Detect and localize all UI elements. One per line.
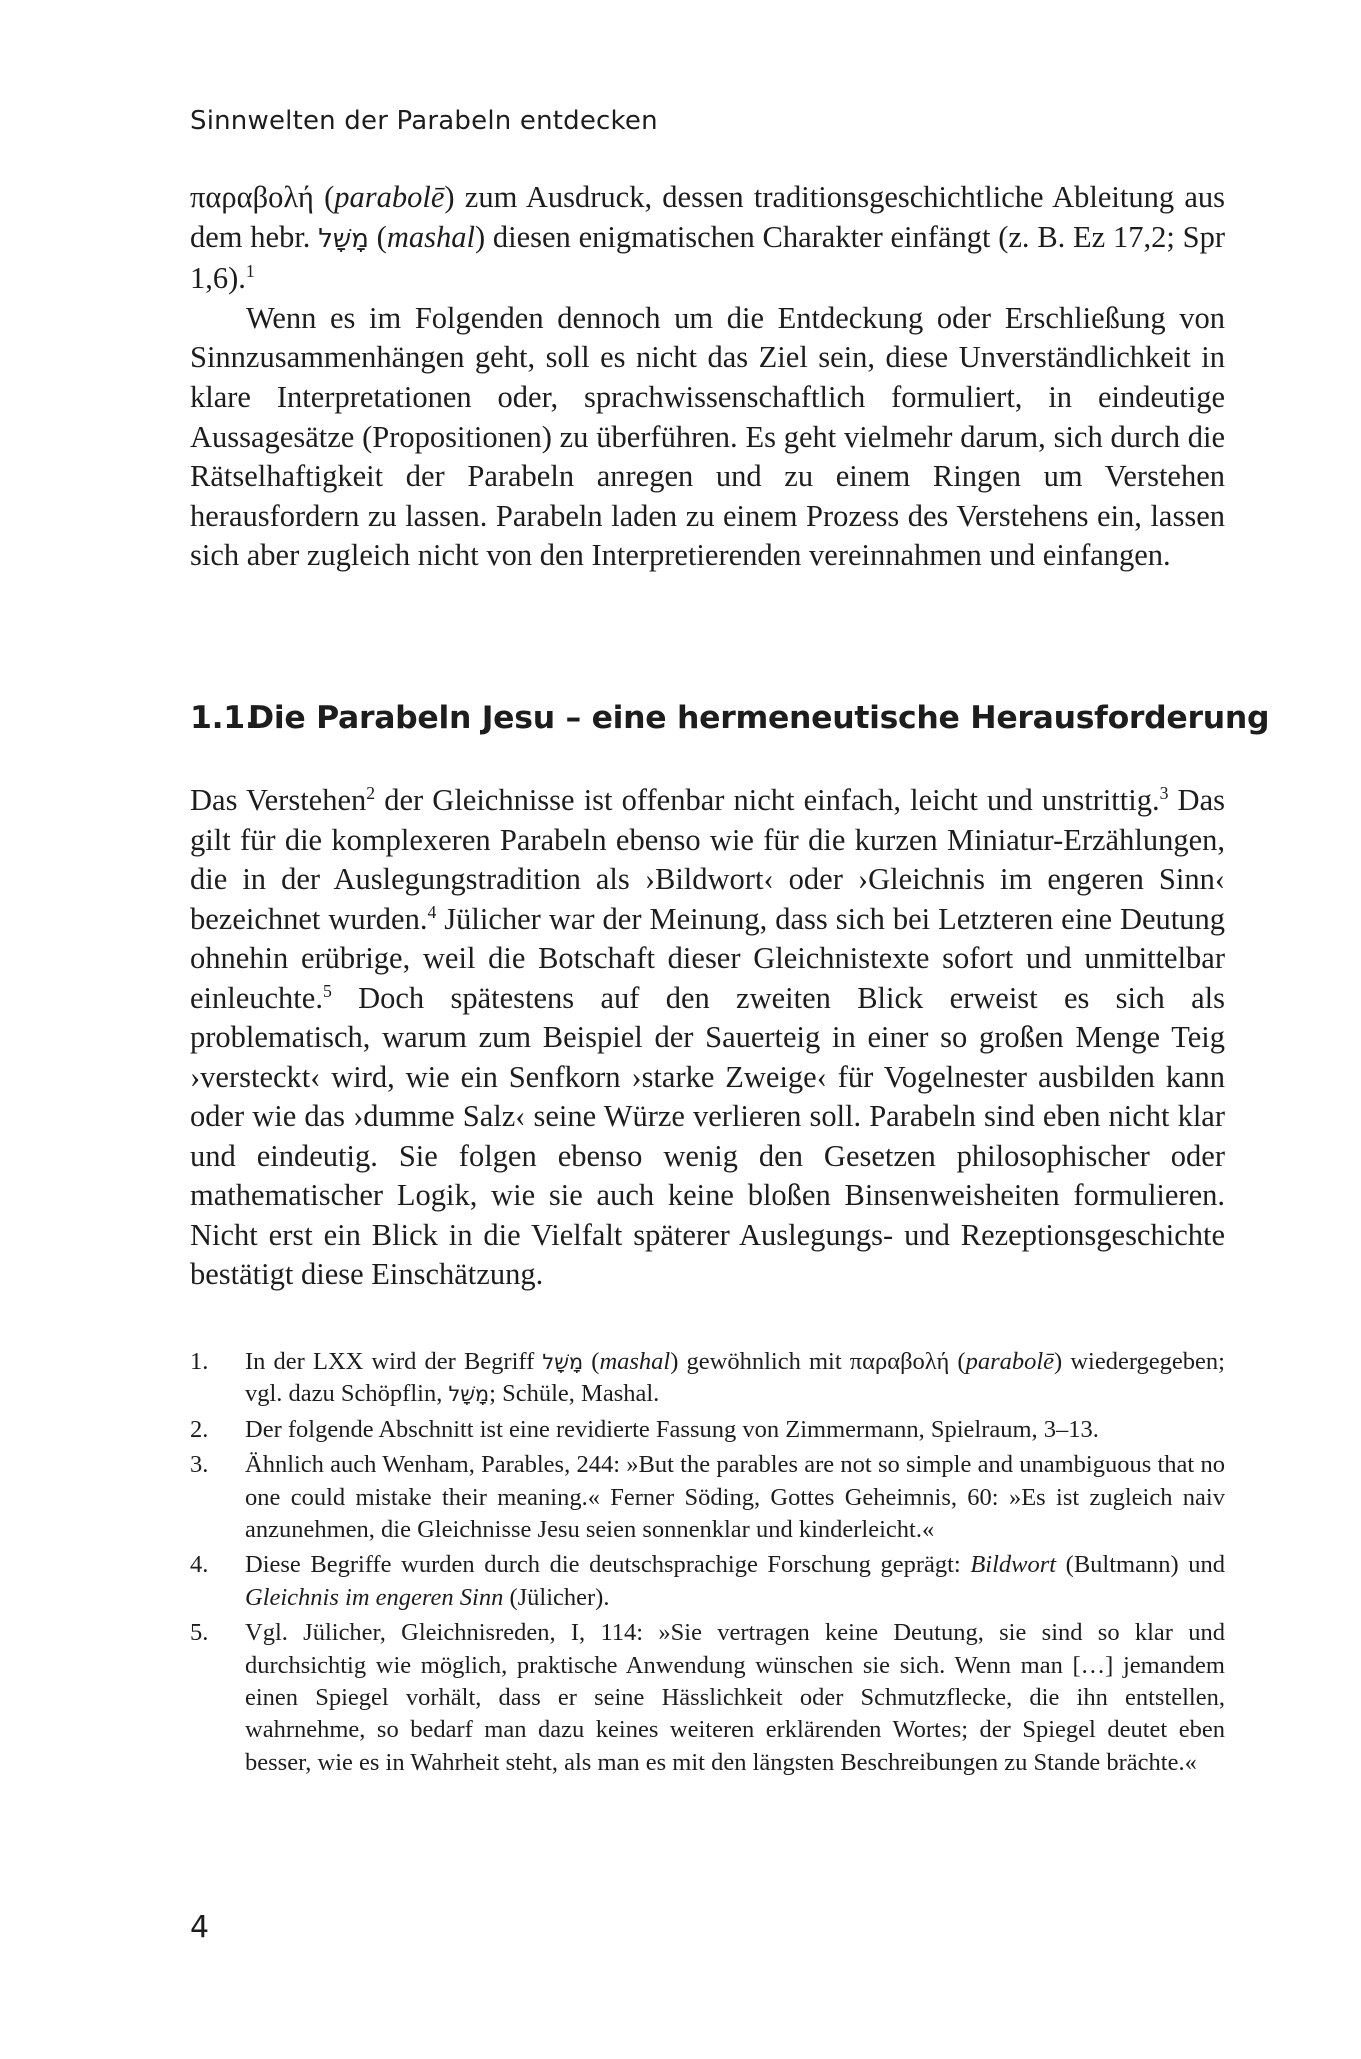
footnote-ref[interactable]: 2 [366, 782, 376, 803]
running-head: Sinnwelten der Parabeln entdecken [190, 106, 658, 136]
term-italic: Gleichnis im engeren Sinn [245, 1583, 504, 1611]
intro-paragraph-2: Wenn es im Folgenden dennoch um die Entdeckung oder Erschließung von Sinnzusammenhängen geht, soll es nicht das Ziel sein, diese Unverständlichkeit in klare Interpretationen oder, sprachwissenschaftlich formuliert, in eindeutige Aussagesätze (Propositionen) zu überführen. Es geht vielmehr darum, sich durch die Rätselhaftigkeit der Parabeln anregen und zu einem Ringen um Verstehen herausfordern zu lassen. Parabeln laden zu einem Prozess des Verstehens ein, lassen sich aber zugleich nicht von den Interpretierenden vereinnahmen und einfangen. [190, 300, 1225, 573]
footnote-ref[interactable]: 1 [245, 261, 255, 282]
hebrew-term: מָשָׁל [448, 1382, 490, 1407]
footnote-3 [190, 1449, 1225, 1546]
footnote-ref[interactable]: 4 [427, 901, 437, 922]
footnote-ref[interactable]: 3 [1159, 782, 1169, 803]
transliteration: mashal [386, 219, 475, 254]
footnote-number: 5. [190, 1619, 209, 1647]
transliteration: parabolē [334, 180, 445, 214]
section-paragraph: Das Verstehen$^2$ der Gleichnisse ist offenbar nicht einfach, leicht und unstrittig.$^3$ Das gilt für die komplexeren Parabeln ebenso wie für die kurzen Miniatur-Erzählungen, die in der Auslegungstradition als ›Bildwort‹ oder ›Gleichnis im engeren Sinn‹ bezeichnet wurden.$^4$ Jülicher war der Meinung, dass sich bei Letzteren eine Deutung ohnehin erübrige, weil die Botschaft dieser Gleichnistexte sofort und unmittelbar einleuchte.$^5$ Doch spätestens auf den zweiten Blick erweist es sich als problematisch, warum zum Beispiel der Sauerteig in einer so großen Menge Teig ›versteckt‹ wird, wie ein Senfkorn ›starke Zweige‹ für Vogelnester ausbilden kann oder wie das ›dumme Salz‹ seine Würze verlieren soll. Parabeln sind eben nicht klar und eindeutig. Sie folgen ebenso wenig den Gesetzen philosophischer oder mathematischer Logik, wie sie auch keine bloßen Binsenweisheiten formulieren. Nicht erst ein Blick in die Vielfalt späterer Auslegungs- und Rezeptionsgeschichte bestätigt diese Einschätzung. [190, 782, 1225, 1291]
page-number: 4 [190, 1910, 210, 1945]
hebrew-term: מָשָׁל [318, 223, 369, 254]
transliteration: parabolē [965, 1348, 1055, 1375]
greek-term: παραβολή [190, 180, 314, 214]
greek-term: παραβολή [849, 1348, 950, 1375]
hebrew-term: מָשָׁל [542, 1350, 584, 1374]
footnote-number: 4. [190, 1551, 209, 1579]
footnote-5 [190, 1617, 1225, 1779]
footnote-number: 3. [190, 1451, 209, 1479]
footnote-1 [190, 1346, 1225, 1411]
footnote-ref[interactable]: 5 [322, 980, 332, 1001]
footnote-2 [190, 1414, 1225, 1446]
footnote-text: Der folgende Abschnitt ist eine revidierte Fassung von Zimmermann, Spielraum, 3–13. [245, 1415, 1099, 1443]
intro-text [190, 178, 1225, 576]
footnote-text: In der LXX wird der Begriff מָשָׁל (mashal) gewöhnlich mit παραβολή (parabolē) wiedergegeben; vgl. dazu Schöpflin, מָשָׁל; Schüle, Mashal. [245, 1348, 1225, 1408]
footnote-text: Vgl. Jülicher, Gleichnisreden, I, 114: »Sie vertragen keine Deutung, sie sind so klar und durchsichtig wie möglich, praktische Anwendung wünschen sie sich. Wenn man […] jemandem einen Spiegel vorhält, dass er seine Hässlichkeit oder Schmutzflecke, die ihn entstellen, wahrnehme, so bedarf man dazu keines weiteren erklärenden Wortes; der Spiegel deutet eben besser, wie es in Wahrheit steht, als man es mit den längsten Beschreibungen zu Stande brächte.« [245, 1619, 1225, 1776]
footnote-text: Ähnlich auch Wenham, Parables, 244: »But the parables are not so simple and unambiguous that no one could mistake their meaning.« Ferner Söding, Gottes Geheimnis, 60: »Es ist zugleich naiv anzunehmen, die Gleichnisse Jesu seien sonnenklar und kinderleicht.« [245, 1451, 1225, 1544]
section-title: Die Parabeln Jesu – eine hermeneutische Herausforderung [248, 700, 1270, 736]
section-text [190, 781, 1225, 1295]
section-heading [190, 700, 1269, 736]
footnote-4 [190, 1549, 1225, 1614]
footnote-text: Diese Begriffe wurden durch die deutschsprachige Forschung geprägt: Bildwort (Bultmann) und Gleichnis im engeren Sinn (Jülicher). [245, 1551, 1225, 1611]
transliteration: mashal [599, 1348, 671, 1375]
footnote-number: 2. [190, 1415, 209, 1443]
footnotes [190, 1346, 1225, 1782]
section-number: 1.1. [190, 700, 257, 736]
term-italic: Bildwort [970, 1551, 1057, 1579]
footnote-number: 1. [190, 1348, 209, 1375]
intro-paragraph-1: παραβολή (parabolē) zum Ausdruck, dessen traditionsgeschichtliche Ableitung aus dem hebr. מָשָׁל (mashal) diesen enigmatischen Charakter einfängt (z. B. Ez 17,2; Spr 1,6).$^1$ [190, 180, 1225, 296]
